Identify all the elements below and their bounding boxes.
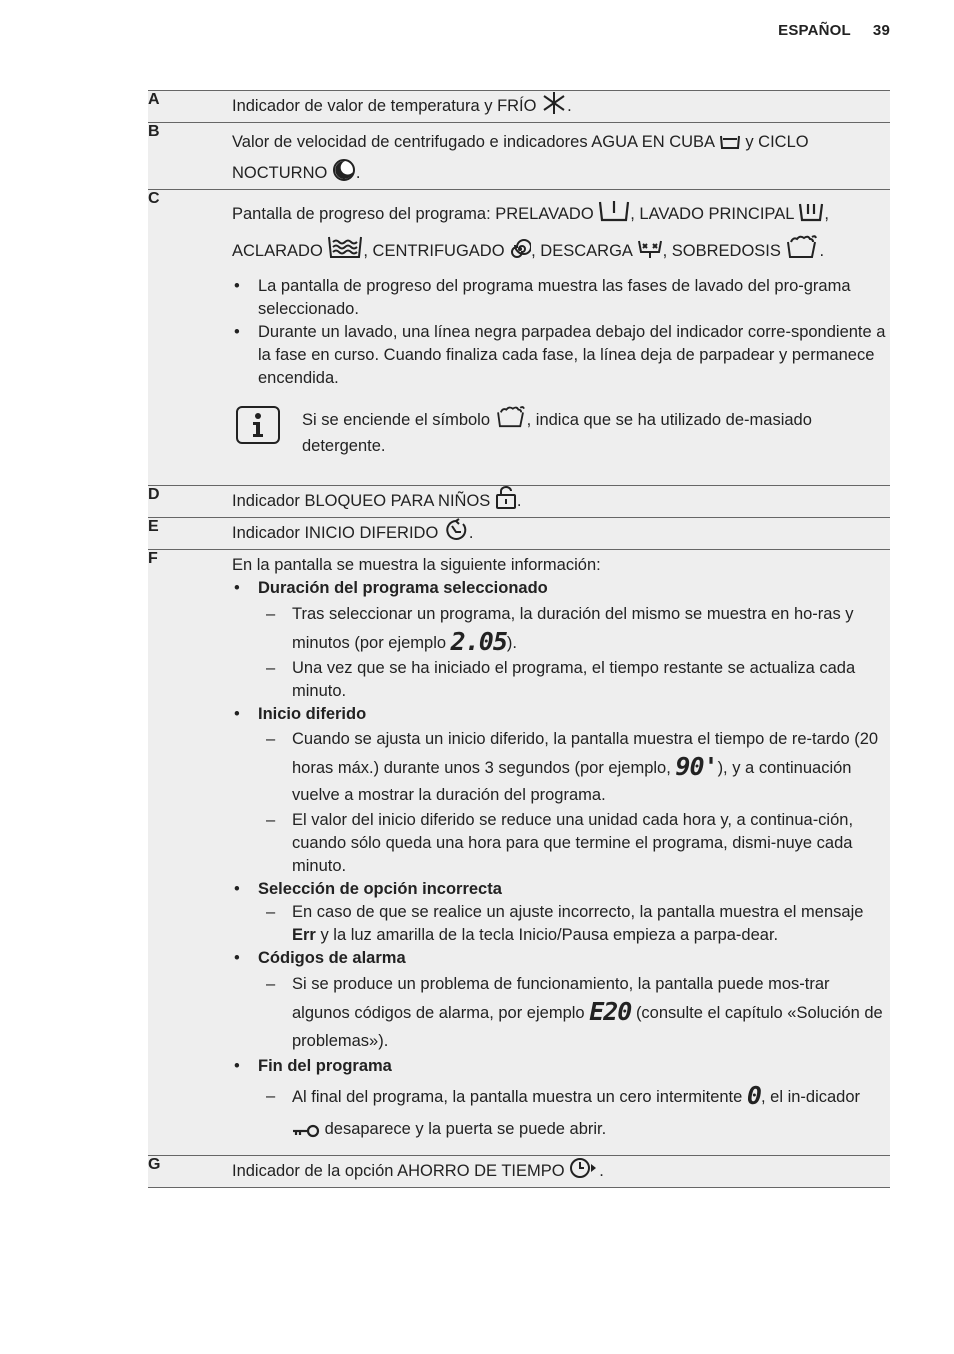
row-key: B [148, 123, 232, 190]
row-key: G [148, 1156, 232, 1188]
info-note: Si se enciende el símbolo , indica que se ha utilizado de-masiado detergente. [232, 404, 890, 457]
list-item: • La pantalla de progreso del programa muestra las fases de lavado del pro-grama seleccionado. [232, 275, 890, 321]
row-key: E [148, 518, 232, 550]
night-cycle-icon [332, 158, 356, 189]
overdose-icon [495, 405, 527, 435]
display-example: E20 [589, 997, 632, 1026]
table-row: C Pantalla de progreso del programa: PRELAVADO , LAVADO PRINCIPAL , ACLARADO , CENTRIFUGADO , DESCARGA , SOBREDOSIS . • La pantalla de progreso del programa muestra las fases de lavado del pro-grama seleccionado. • Durante un lavado, una línea negra parpadea debajo del indicador corre-spondiente a la fase en curso. Cuando finaliza cada fase, la línea deja de parpadear y permanece encendida. Si se enciende el símbolo , indica que se ha utilizado de-masiado detergente. [148, 190, 890, 486]
header-page-number: 39 [872, 22, 890, 39]
display-example: 90' [675, 752, 718, 781]
door-lock-icon [292, 1117, 320, 1149]
delay-start-icon [443, 518, 469, 549]
list-item: • Duración del programa seleccionado – Tras seleccionar un programa, la duración del mismo se muestra en ho-ras y minutos (por ejemplo 2.05). – Una vez que se ha iniciado el programa, el tiempo restante se actualiza cada minuto. [232, 577, 890, 703]
table-row: G Indicador de la opción AHORRO DE TIEMPO . [148, 1156, 890, 1188]
list-item: • Inicio diferido – Cuando se ajusta un inicio diferido, la pantalla muestra el tiempo de re-tardo (20 horas máx.) durante unos 3 segundos (por ejemplo, 90'), y a continuación vuelve a mostrar la duración del programa. – El valor del inicio diferido se reduce una unidad cada hora y, a continua-ción, cuando sólo queda una hora para que termine el programa, dismi-nuye cada minuto. [232, 703, 890, 878]
table-row: F En la pantalla se muestra la siguiente información: • Duración del programa seleccionado – Tras seleccionar un programa, la duración del mismo se muestra en ho-ras y minutos (por ejemplo 2.05). – Una vez que se ha iniciado el programa, el tiempo restante se actualiza cada minuto. • Inicio diferido – Cuando se ajusta un inicio diferido, la pantalla muestra el tiempo de re-tardo (20 horas máx.) durante unos 3 segundos (por ejemplo, 90'), y a continuación vuelve a mostrar la duración del programa. – El valor del inicio diferido se reduce una unidad cada hora y, a continua-ción, cuando sólo queda una hora para que termine el programa, dismi-nuye cada minuto. • Selección de opción incorrecta – En caso de que se realice un ajuste incorrecto, la pantalla muestra el mensaje Err y la luz amarilla de la tecla Inicio/Pausa empieza a parpa-dear. • Códigos de alarma – Si se produce un problema de funcionamiento, la pantalla puede mos-trar algunos códigos de alarma, por ejemplo E20 (consulte el capítulo «Solución de problemas»). • Fin del programa – Al final del programa, la pantalla muestra un cero intermitente 0, el in-dicador desaparece y la puerta se puede abrir. [148, 550, 890, 1156]
drain-icon [637, 238, 663, 271]
prewash-icon [598, 199, 630, 234]
page-header [778, 22, 890, 39]
row-key: A [148, 91, 232, 123]
table-row: B Valor de velocidad de centrifugado e indicadores AGUA EN CUBA y CICLO NOCTURNO . [148, 123, 890, 190]
child-lock-icon [495, 486, 517, 517]
overdose-icon [785, 234, 819, 271]
table-row: E Indicador INICIO DIFERIDO . [148, 518, 890, 550]
header-language: ESPAÑOL [778, 22, 851, 39]
list-item: • Selección de opción incorrecta – En caso de que se realice un ajuste incorrecto, la pantalla muestra el mensaje Err y la luz amarilla de la tecla Inicio/Pausa empieza a parpa-dear. [232, 878, 890, 947]
indicator-table [148, 90, 890, 1188]
rinse-icon [327, 234, 363, 271]
row-key: F [148, 550, 232, 1156]
info-icon [236, 406, 280, 444]
table-row: D Indicador BLOQUEO PARA NIÑOS . [148, 486, 890, 518]
list-item: • Códigos de alarma – Si se produce un problema de funcionamiento, la pantalla puede mos-trar algunos códigos de alarma, por ejemplo E20 (consulte el capítulo «Solución de problemas»). [232, 947, 890, 1055]
error-code: Err [292, 926, 316, 944]
row-key: C [148, 190, 232, 486]
main-wash-icon [798, 201, 824, 234]
list-item: • Fin del programa – Al final del programa, la pantalla muestra un cero intermitente 0, el in-dicador desaparece y la puerta se puede abrir. [232, 1055, 890, 1149]
time-save-icon [569, 1156, 599, 1187]
display-example: 2.05 [450, 627, 507, 656]
snowflake-icon [541, 91, 567, 122]
table-row: A Indicador de valor de temperatura y FRÍO . [148, 91, 890, 123]
progress-notes-list [232, 275, 890, 390]
spin-icon [509, 238, 531, 271]
row-key: D [148, 486, 232, 518]
list-item: • Durante un lavado, una línea negra parpadea debajo del indicador corre-spondiente a la fase en curso. Cuando finaliza cada fase, la línea deja de parpadear y permanece encendida. [232, 321, 890, 390]
water-in-tub-icon [719, 133, 741, 158]
display-example: 0 [746, 1081, 761, 1110]
